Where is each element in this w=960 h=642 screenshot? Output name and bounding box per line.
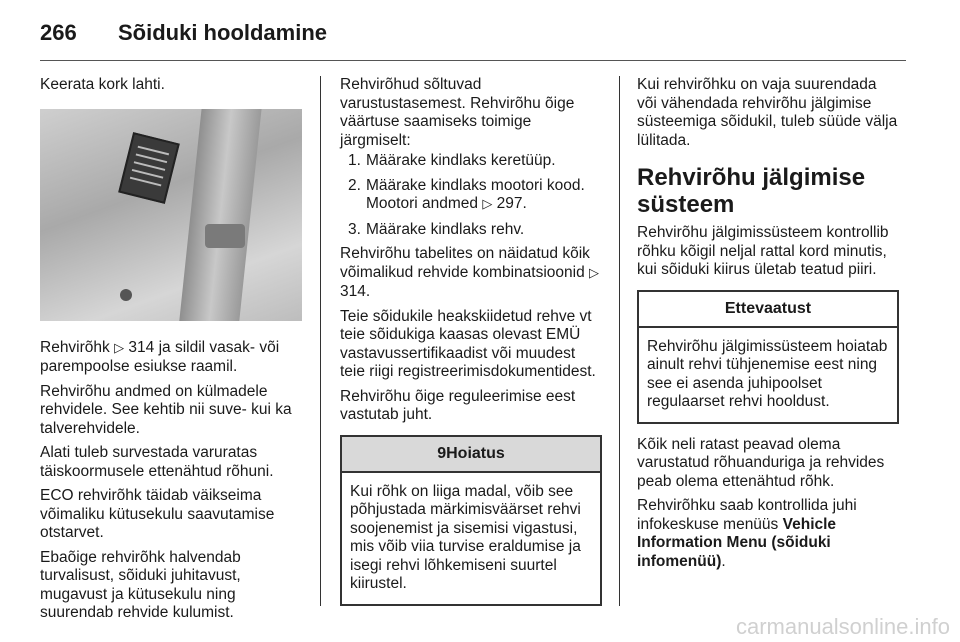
list-item: 2. Määrake kindlaks mootori kood. Mootori andmed ▷ 297. <box>348 176 585 212</box>
paragraph: Alati tuleb survestada varuratas täiskoormusele ettenähtud rõhuni. <box>40 444 274 480</box>
caution-box <box>637 290 899 424</box>
column-3 <box>637 76 899 577</box>
header-divider <box>40 60 906 61</box>
column-divider-2 <box>619 76 620 606</box>
warning-title: Hoiatus <box>446 444 505 462</box>
page-header <box>40 20 910 56</box>
page-number: 266 <box>40 20 77 45</box>
page-reference-icon: ▷ <box>482 197 493 212</box>
page-reference[interactable]: 297. <box>496 195 527 212</box>
page-reference[interactable]: 314. <box>340 283 371 300</box>
paragraph: Rehvirõhud sõltuvad varustustasemest. Rehvirõhu õige väärtuse saamiseks toimige järgmiselt: <box>340 76 575 149</box>
warning-box <box>340 435 602 606</box>
intro-text: Keerata kork lahti. <box>40 76 165 93</box>
paragraph: ECO rehvirõhk täidab väikseima võimaliku kütusekulu saavutamise otstarvet. <box>40 487 275 541</box>
paragraph: Rehvirõhu õige reguleerimise eest vastutab juht. <box>340 387 576 423</box>
paragraph: Rehvirõhk ▷ 314 ja sildil vasak- või parempoolse esiukse raamil. <box>40 338 280 375</box>
page-title: Sõiduki hooldamine <box>118 20 328 45</box>
menu-name: Vehicle Information Menu (sõiduki infomenüü) <box>637 515 837 570</box>
caution-text: Rehvirõhu jälgimissüsteem hoiatab ainult rehvi tühjenemise eest ning see ei asenda juhipoolset regulaarset rehvi hooldust. <box>647 337 888 410</box>
column-divider-1 <box>320 76 321 606</box>
warning-text: Kui rõhk on liiga madal, võib see põhjustada märkimisväärset rehvi soojenemist ja sisemisi vigastusi, mis võib viia turvise eraldumise ja isegi rehvi lõhkemiseni suurtel kiirustel. <box>350 482 581 592</box>
page-reference-icon: ▷ <box>114 340 125 356</box>
paragraph: Rehvirõhu jälgimissüsteem kontrollib rõhku kõigil neljal rattal kord minutis, kui sõiduki kiirus ületab teatud piiri. <box>637 224 889 278</box>
watermark: carmanualsonline.info <box>735 614 950 639</box>
column-1 <box>40 76 302 629</box>
tire-pressure-label-image <box>118 132 180 204</box>
column-2 <box>340 76 602 606</box>
steps-list <box>340 152 602 239</box>
list-item: 3. Määrake kindlaks rehv. <box>348 220 525 238</box>
paragraph: Teie sõidukile heakskiidetud rehve vt teie sõidukiga kaasas olevast EMÜ vastavussertifikaadist või muudest teie riigi registreerimisdokumentidest. <box>340 307 596 380</box>
warning-header <box>342 437 600 473</box>
page-reference-icon: ▷ <box>589 265 599 281</box>
warning-triangle-icon: 9 <box>437 444 447 462</box>
section-heading: Rehvirõhu jälgimise süsteem <box>637 164 866 218</box>
paragraph: Kõik neli ratast peavad olema varustatud rõhuanduriga ja rehvides peab olema ettenähtud rõhk. <box>637 435 885 490</box>
door-pillar-photo <box>40 109 302 321</box>
caution-header: Ettevaatust <box>639 292 897 328</box>
paragraph: Rehvirõhku saab kontrollida juhi infokeskuse menüüs Vehicle Information Menu (sõiduki infomenüü). <box>637 497 857 570</box>
paragraph: Rehvirõhu tabelites on näidatud kõik võimalikud rehvide kombinatsioonid ▷ 314. <box>340 245 599 300</box>
paragraph: Ebaõige rehvirõhk halvendab turvalisust, sõiduki juhitavust, mugavust ja kütusekulu ning suurendab rehvide kulumist. <box>40 548 241 621</box>
page-reference[interactable]: 314 <box>128 338 155 356</box>
paragraph: Rehvirõhu andmed on külmadele rehvidele. See kehtib nii suve- kui ka talverehvidele. <box>40 382 292 437</box>
list-item: 1. Määrake kindlaks keretüüp. <box>348 152 556 169</box>
paragraph: Kui rehvirõhku on vaja suurendada või vähendada rehvirõhu jälgimise süsteemiga sõidukil, tuleb süüde välja lülitada. <box>637 76 898 149</box>
